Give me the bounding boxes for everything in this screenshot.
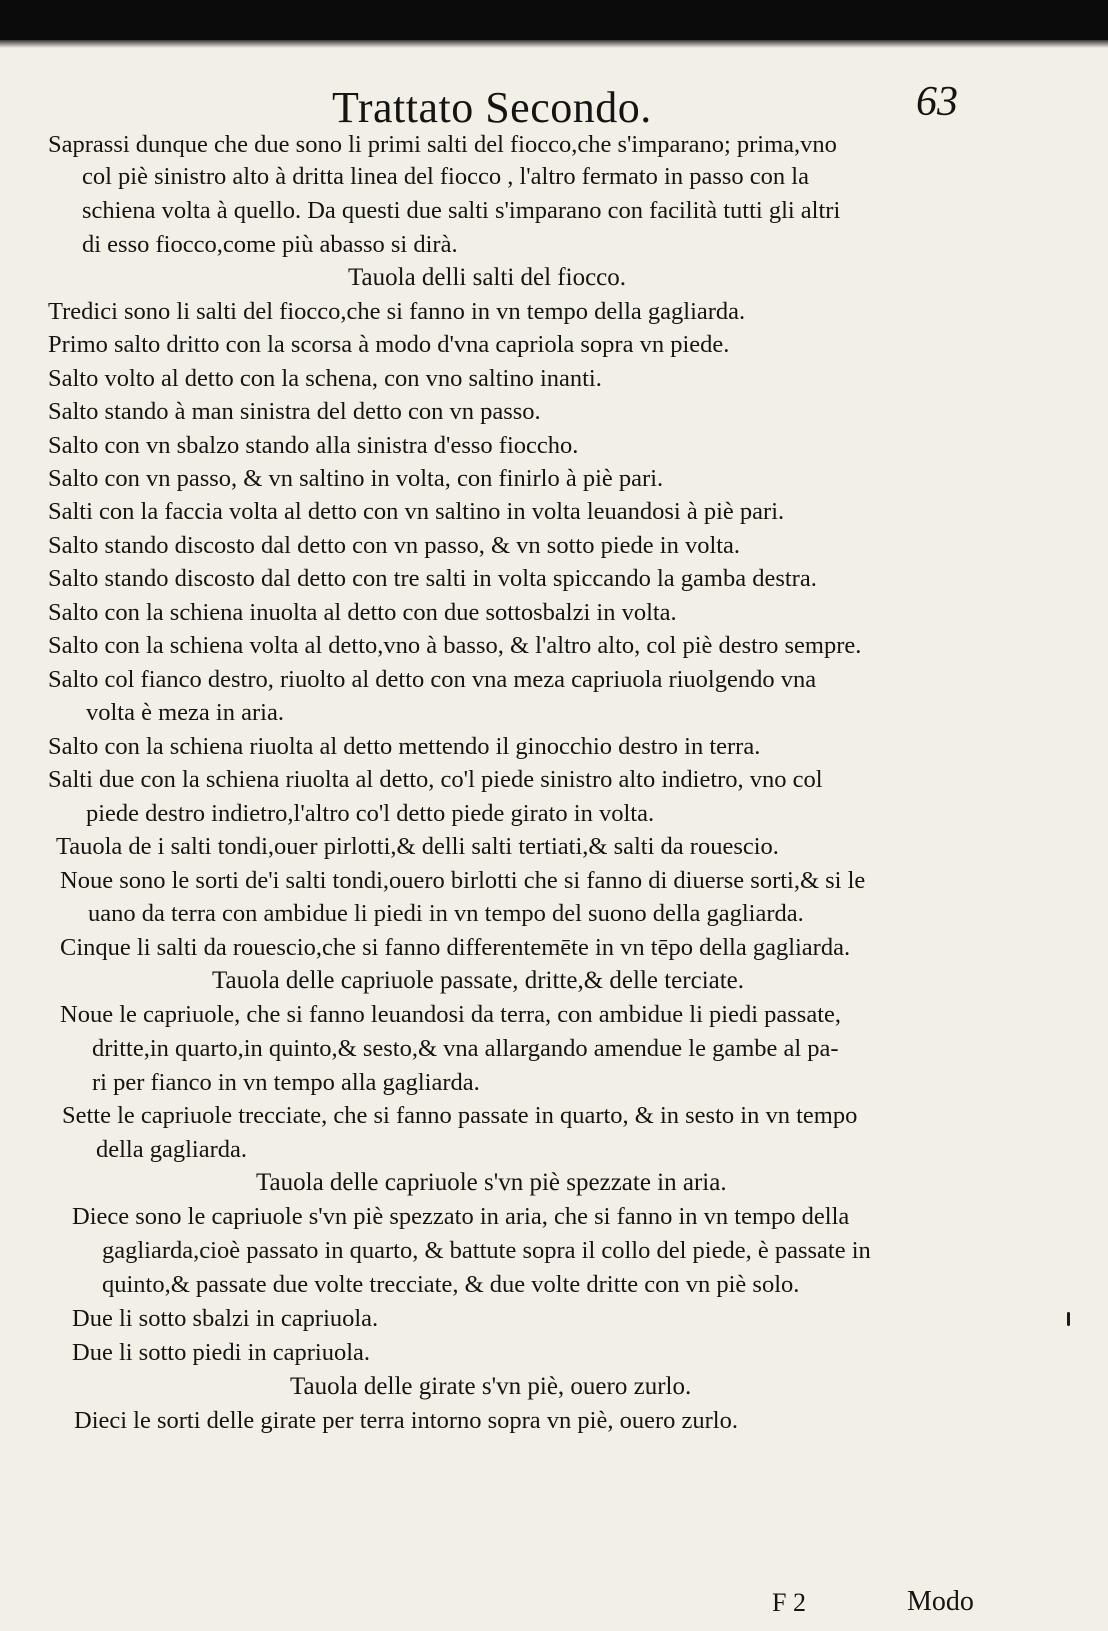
text-line: dritte,in quarto,in quinto,& sesto,& vna allargando amendue le gambe al pa- [92, 1035, 839, 1062]
text-line: Salto con la schiena volta al detto,vno à basso, & l'altro alto, col piè destro sempre. [48, 632, 862, 659]
page-number: 63 [916, 79, 958, 125]
text-line: Salti con la faccia volta al detto con vn saltino in volta leuandosi à piè pari. [48, 498, 785, 525]
section-heading: Tauola delli salti del fiocco. [348, 264, 627, 291]
section-heading: Tauola delle capriuole passate, dritte,& delle terciate. [212, 967, 745, 994]
text-line: Noue sono le sorti de'i salti tondi,ouero birlotti che si fanno di diuerse sorti,& si le [60, 867, 866, 894]
section-heading: Tauola delle girate s'vn piè, ouero zurlo. [290, 1373, 692, 1400]
text-line: Salto con vn passo, & vn saltino in volta, con finirlo à piè pari. [48, 465, 664, 492]
text-line: Dieci le sorti delle girate per terra intorno sopra vn piè, ouero zurlo. [74, 1407, 738, 1434]
running-title: Trattato Secondo. [332, 83, 652, 132]
ink-speck [1067, 1312, 1070, 1326]
text-line: Diece sono le capriuole s'vn piè spezzato in aria, che si fanno in vn tempo della [72, 1203, 850, 1230]
text-line: della gagliarda. [96, 1136, 248, 1163]
text-line: Saprassi dunque che due sono li primi salti del fiocco,che s'imparano; prima,vno [48, 131, 837, 158]
text-line: Tredici sono li salti del fiocco,che si fanno in vn tempo della gagliarda. [48, 298, 746, 325]
text-line: Salto con la schiena riuolta al detto mettendo il ginocchio destro in terra. [48, 733, 761, 760]
catchword: Modo [907, 1586, 974, 1617]
section-heading: Tauola delle capriuole s'vn piè spezzate in aria. [256, 1169, 727, 1196]
text-line: Salti due con la schiena riuolta al detto, co'l piede sinistro alto indietro, vno col [48, 766, 823, 793]
text-line: Noue le capriuole, che si fanno leuandosi da terra, con ambidue li piedi passate, [60, 1001, 841, 1028]
signature-mark: F 2 [772, 1588, 806, 1617]
text-line: Primo salto dritto con la scorsa à modo d'vna capriola sopra vn piede. [48, 331, 730, 358]
text-line: Due li sotto sbalzi in capriuola. [72, 1305, 379, 1332]
text-line: uano da terra con ambidue li piedi in vn tempo del suono della gagliarda. [88, 900, 804, 927]
text-line: piede destro indietro,l'altro co'l detto piede girato in volta. [86, 800, 655, 827]
text-line: ri per fianco in vn tempo alla gagliarda. [92, 1069, 480, 1096]
text-line: Salto con la schiena inuolta al detto con due sottosbalzi in volta. [48, 599, 677, 626]
text-line: Salto col fianco destro, riuolto al detto con vna meza capriuola riuolgendo vna [48, 666, 817, 693]
text-line: Salto volto al detto con la schena, con vno saltino inanti. [48, 365, 602, 392]
text-line: schiena volta à quello. Da questi due salti s'imparano con facilità tutti gli altri [82, 197, 841, 224]
text-line: volta è meza in aria. [86, 699, 284, 726]
text-line: Sette le capriuole trecciate, che si fanno passate in quarto, & in sesto in vn tempo [62, 1102, 858, 1129]
text-line: di esso fiocco,come più abasso si dirà. [82, 231, 458, 258]
text-line: Due li sotto piedi in capriuola. [72, 1339, 371, 1366]
text-line: col piè sinistro alto à dritta linea del fiocco , l'altro fermato in passo con la [82, 163, 809, 190]
text-line: Cinque li salti da rouescio,che si fanno differentemēte in vn tēpo della gagliarda. [60, 934, 851, 961]
text-line: quinto,& passate due volte trecciate, & due volte dritte con vn piè solo. [102, 1271, 800, 1298]
text-line: Salto stando à man sinistra del detto con vn passo. [48, 398, 541, 425]
text-line: Salto stando discosto dal detto con tre salti in volta spiccando la gamba destra. [48, 565, 817, 592]
text-line: Salto stando discosto dal detto con vn passo, & vn sotto piede in volta. [48, 532, 741, 559]
section-heading: Tauola de i salti tondi,ouer pirlotti,& delli salti tertiati,& salti da rouescio. [56, 833, 779, 860]
text-line: gagliarda,cioè passato in quarto, & battute sopra il collo del piede, è passate in [102, 1237, 871, 1264]
text-line: Salto con vn sbalzo stando alla sinistra d'esso fioccho. [48, 432, 579, 459]
